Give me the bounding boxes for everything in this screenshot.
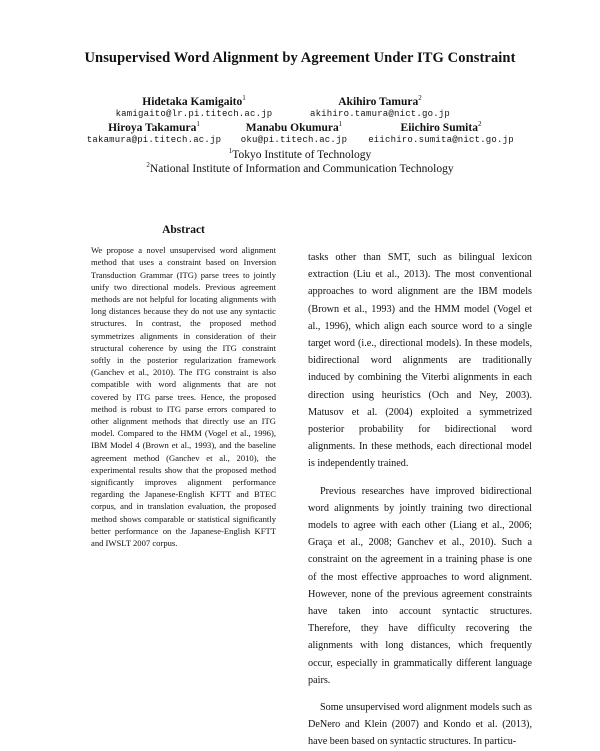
body-paragraph-1: tasks other than SMT, such as bilingual lexicon extraction (Liu et al., 2013). The most conventional approaches to word alignment are the IBM models (Brown et al., 1993) and the HMM model (Vogel et al., 1996), which align each source word to a single target word (i.e., directional models). In these models, bidirectional word alignments are traditionally induced by combining the Viterbi alignments in each direction using heuristics (Och and Ney, 2003). Matusov et al. (2004) exploited a symmetrized posterior probability for bidirectional word alignments. In these methods, each directional model is independently trained. — [308, 252, 532, 470]
author-tamura — [300, 96, 460, 119]
author-name: Hidetaka Kamigaito$^1$ — [142, 94, 246, 108]
author-name: Eiichiro Sumita$^2$ — [400, 120, 482, 134]
author-email: oku@pi.titech.ac.jp — [240, 135, 348, 145]
body-paragraph-3: Some unsupervised word alignment models such as DeNero and Klein (2007) and Kondo et al. (2013), have been based on syntactic structures. In particu- — [308, 702, 532, 748]
abstract-heading: Abstract — [162, 224, 205, 236]
paper-title: Unsupervised Word Alignment by Agreement Under ITG Constraint — [84, 50, 516, 66]
author-okumura — [233, 122, 355, 145]
author-email: takamura@pi.titech.ac.jp — [86, 135, 222, 145]
author-email: kamigaito@lr.pi.titech.ac.jp — [115, 109, 273, 119]
author-email: akihiro.tamura@nict.go.jp — [309, 109, 451, 119]
author-sumita — [360, 122, 522, 145]
author-name: Manabu Okumura$^1$ — [245, 120, 343, 134]
body-column — [308, 249, 532, 751]
author-takamura — [84, 122, 224, 145]
abstract-text: We propose a novel unsupervised word alignment method that uses a constraint based on Inversion Transduction Grammar (ITG) parse trees to jointly unify two directional models. Previous agreement methods are not helpful for locating alignments with long distances because they do not use any syntactic structures. In contrast, the proposed method symmetrizes alignments in consideration of their structural coherence by using the ITG constraint softly in the posterior regularization framework (Ganchev et al., 2010). The ITG constraint is also compatible with word alignments that are not covered by ITG parse trees. Hence, the proposed method is robust to ITG parse errors compared to other alignment methods that directly use an ITG model. Compared to the HMM (Vogel et al., 1996), IBM Model 4 (Brown et al., 1993), and the baseline agreement method (Ganchev et al., 2010), the experimental results show that the proposed method significantly improves alignment performance regarding the Japanese-English KFTT and BTEC corpus, and in translation evaluation, the proposed method shows comparable or statistical significantly better performance on the Japanese-English KFTT and IWSLT 2007 corpus. — [91, 245, 276, 549]
author-email: eiichiro.sumita@nict.go.jp — [368, 135, 514, 145]
affiliation-1: $^1$Tokyo Institute of Technology — [228, 147, 372, 161]
author-kamigaito — [104, 96, 284, 119]
body-paragraph-2: Previous researches have improved bidirectional word alignments by jointly training two directional models to agree with each other (Liang et al., 2006; Graça et al., 2008; Ganchev et al., 2010). Such a constraint on the agreement in a training phase is one of the most effective approaches to word alignment. However, none of the previous agreement constraints have taken into account syntactic structures. Therefore, they have difficulty recovering the alignments with long distances, which frequently occur, especially in grammatically different language pairs. — [308, 485, 532, 686]
affiliation-2: $^2$National Institute of Information and Communication Technology — [146, 161, 454, 175]
author-name: Akihiro Tamura$^2$ — [338, 94, 422, 108]
abstract-column — [91, 224, 276, 549]
author-name: Hiroya Takamura$^1$ — [108, 120, 200, 134]
